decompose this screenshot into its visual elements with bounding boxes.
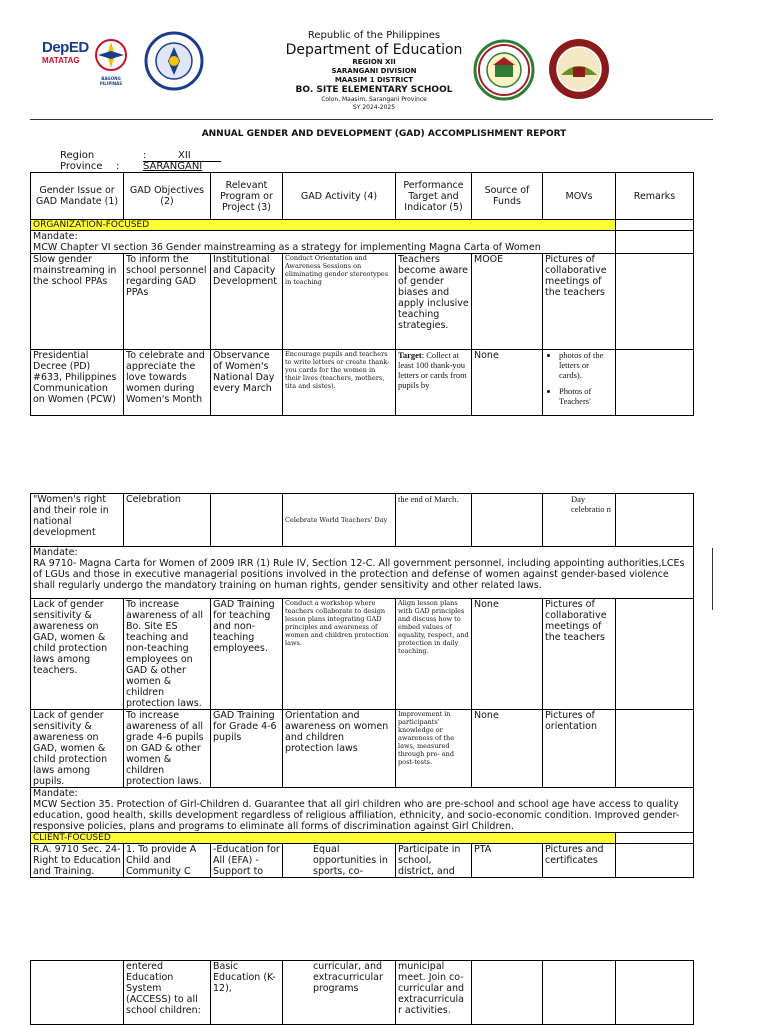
- cell-r1-activity: Conduct Orientation and Awareness Sessions on eliminating gender stereotypes in teaching: [283, 254, 396, 350]
- table-header-row: [31, 173, 694, 220]
- cell-r2-movs: [543, 350, 616, 416]
- cell-r1-remarks: [616, 254, 694, 350]
- cell-r2b-movs: Day celebratio n: [543, 494, 616, 547]
- col-header-activity: GAD Activity (4): [283, 173, 396, 220]
- school-address: Colon, Maasim, Sarangani Province: [321, 96, 427, 103]
- school-year: SY 2024-2025: [352, 104, 396, 111]
- col-header-movs: MOVs: [543, 173, 616, 220]
- cell-r4-movs: Pictures of orientation: [543, 710, 616, 788]
- cell-r4-activity: Orientation and awareness on women and children protection laws: [283, 710, 396, 788]
- mandate-text-1: MCW Chapter VI section 36 Gender mainstreaming as a strategy for implementing Magna Carta of Women: [33, 242, 541, 253]
- header-divider: [30, 119, 713, 120]
- cell-r2-funds: None: [472, 350, 543, 416]
- region-text: REGION XII: [352, 58, 396, 66]
- section-row-client: [31, 833, 694, 844]
- col-header-target: Performance Target and Indicator (5): [396, 173, 472, 220]
- table-row: [31, 599, 694, 710]
- republic-text: Republic of the Philippines: [307, 30, 441, 41]
- cell-r2-program: Observance of Women's National Day every March: [211, 350, 283, 416]
- cell-r3-objectives: To increase awareness of all Bo. Site ES teaching and non-teaching employees on GAD & other women & children protection laws.: [124, 599, 211, 710]
- cell-r5b-objectives: entered Education System (ACCESS) to all school children:: [124, 961, 211, 1025]
- cell-r5-activity: Equal opportunities in sports, co-: [283, 844, 396, 878]
- district-text: MAASIM 1 DISTRICT: [334, 76, 414, 84]
- cell-r2-objectives: To celebrate and appreciate the love towards women during Women's Month: [124, 350, 211, 416]
- cell-r5-issue: R.A. 9710 Sec. 24- Right to Education and Training.: [31, 844, 124, 878]
- cell-r5b-funds: [472, 961, 543, 1025]
- cell-r1-movs: Pictures of collaborative meetings of the teachers: [543, 254, 616, 350]
- cell-r3-target: Align lesson plans with GAD principles and discuss how to embed values of equality, respect, and protection in daily teaching.: [396, 599, 472, 710]
- section-label-client: CLIENT-FOCUSED: [31, 833, 616, 844]
- cell-r2b-activity-text: Celebrate World Teachers' Day: [285, 516, 388, 524]
- cell-r1-funds: MOOE: [472, 254, 543, 350]
- cell-r2-issue: Presidential Decree (PD) #633, Philippines Communication on Women (PCW): [31, 350, 124, 416]
- cell-r5-movs: Pictures and certificates: [543, 844, 616, 878]
- cell-r2-activity: Encourage pupils and teachers to write letters or create thank-you cards for the women in their lives (teachers, mothers, tita and sistes).: [283, 350, 396, 416]
- cell-r5-remarks: [616, 844, 694, 878]
- cell-r3-program: GAD Training for teaching and non-teaching employees.: [211, 599, 283, 710]
- section-row-org: [31, 220, 694, 231]
- region-value: XII: [178, 150, 191, 161]
- cell-r5b-movs: [543, 961, 616, 1025]
- cell-r5b-activity: curricular, and extracurricular programs: [283, 961, 396, 1025]
- cell-r1-objectives: To inform the school personnel regarding GAD PPAs: [124, 254, 211, 350]
- movs-item-1: • photos of the letters or cards).: [559, 350, 613, 380]
- province-label: Province: [60, 161, 103, 172]
- cell-r4-remarks: [616, 710, 694, 788]
- cell-r5b-program: Basic Education (K-12),: [211, 961, 283, 1025]
- province-value: SARANGANI: [143, 161, 203, 172]
- table-row: [31, 710, 694, 788]
- mandate-row-1: [31, 231, 694, 254]
- mandate-row-2: [31, 547, 694, 599]
- mandate-text-2: RA 9710- Magna Carta for Women of 2009 IRR (1) Rule IV, Section 12-C. All government personnel, including appointing authorities,LCEs of LGUs and those in executive managerial positions involved in the protection and defense of women against gender-based violence shall regularly undergo the mandatory training on human rights, gender sensitivity and other related laws.: [33, 558, 685, 591]
- section-client-remarks: [616, 833, 694, 844]
- mandate-cell-1: [31, 231, 616, 254]
- department-text: Department of Education: [285, 42, 463, 58]
- deped-logo-text: DepED: [42, 39, 89, 56]
- mandate-label-1: Mandate:: [33, 231, 78, 242]
- col-header-funds: Source of Funds: [472, 173, 543, 220]
- cell-r2-target: [396, 350, 472, 416]
- region-label: Region: [60, 150, 95, 161]
- margin-mark: [712, 548, 713, 610]
- cell-r4-program: GAD Training for Grade 4-6 pupils: [211, 710, 283, 788]
- table-row: [31, 350, 694, 416]
- cell-r2b-funds: [472, 494, 543, 547]
- cell-r2b-program: [211, 494, 283, 547]
- cell-r3-funds: None: [472, 599, 543, 710]
- gad-report-table: [30, 172, 694, 416]
- gad-report-table-continued: [30, 493, 694, 878]
- table-row: [31, 494, 694, 547]
- cell-r4-funds: None: [472, 710, 543, 788]
- region-colon: :: [143, 150, 147, 161]
- report-title: ANNUAL GENDER AND DEVELOPMENT (GAD) ACCOMPLISHMENT REPORT: [201, 129, 567, 139]
- cell-r2b-remarks: [616, 494, 694, 547]
- cell-r4-target: Improvement in participants' knowledge or awareness of the laws, measured through pre- and post-tests.: [396, 710, 472, 788]
- section-remarks-cell: [616, 220, 694, 231]
- col-header-gender-issue: Gender Issue or GAD Mandate (1): [31, 173, 124, 220]
- cell-r2b-activity: [283, 494, 396, 547]
- gad-report-table-page3: [30, 960, 694, 1025]
- cell-r1-program: Institutional and Capacity Development: [211, 254, 283, 350]
- table-row: [31, 254, 694, 350]
- col-header-remarks: Remarks: [616, 173, 694, 220]
- cell-r5-objectives: 1. To provide A Child and Community C: [124, 844, 211, 878]
- table-row: [31, 961, 694, 1025]
- cell-r5b-target: municipal meet. Join co-curricular and extracurricula r activities.: [396, 961, 472, 1025]
- mandate-remarks-1: [616, 231, 694, 254]
- cell-r2b-target: the end of March.: [396, 494, 472, 547]
- cell-r2b-issue: "Women's right and their role in national development: [31, 494, 124, 547]
- school-name: BO. SITE ELEMENTARY SCHOOL: [295, 85, 453, 95]
- target-label: Target: [398, 350, 422, 360]
- division-text: SARANGANI DIVISION: [331, 67, 417, 75]
- target-text: : Collect at least 100 thank-you letters or cards from pupils by: [398, 350, 467, 390]
- cell-r5-program: -Education for All (EFA) -Support to: [211, 844, 283, 878]
- cell-r3-activity: Conduct a workshop where teachers collaborate to design lesson plans integrating GAD principles and awareness of women and children protection laws.: [283, 599, 396, 710]
- cell-r4-objectives: To increase awareness of all grade 4-6 pupils on GAD & other women & children protection laws.: [124, 710, 211, 788]
- cell-r3-issue: Lack of gender sensitivity & awareness on GAD, women & child protection laws among teachers.: [31, 599, 124, 710]
- cell-r5-funds: PTA: [472, 844, 543, 878]
- mandate-cell-3: [31, 788, 694, 833]
- province-colon: :: [116, 161, 120, 172]
- mandate-label-3: Mandate:: [33, 788, 78, 799]
- cell-r3-remarks: [616, 599, 694, 710]
- cell-r1-target: Teachers become aware of gender biases and apply inclusive teaching strategies.: [396, 254, 472, 350]
- col-header-objectives: GAD Objectives (2): [124, 173, 211, 220]
- table-row: [31, 844, 694, 878]
- matatag-text: MATATAG: [42, 56, 80, 65]
- mandate-cell-2: [31, 547, 694, 599]
- cell-r2-remarks: [616, 350, 694, 416]
- mandate-row-3: [31, 788, 694, 833]
- bagong-pilipinas-text: BAGONG PILIPINAS: [99, 76, 123, 86]
- cell-r5b-remarks: [616, 961, 694, 1025]
- cell-r1-issue: Slow gender mainstreaming in the school PPAs: [31, 254, 124, 350]
- section-label-org: ORGANIZATION-FOCUSED: [31, 220, 616, 231]
- cell-r5-target: Participate in school, district, and: [396, 844, 472, 878]
- mandate-text-3: MCW Section 35. Protection of Girl-Children d. Guarantee that all girl children who are pre-school and school age have access to quality education, good health, skills development regardless of religious affiliation, ethnicity, and socio-economic condition. Improved gender-responsive policies, plans and programs to eliminate all forms of discrimination against Girl Children.: [33, 799, 680, 832]
- cell-r2b-objectives: Celebration: [124, 494, 211, 547]
- mandate-label-2: Mandate:: [33, 547, 78, 558]
- cell-r4-issue: Lack of gender sensitivity & awareness on GAD, women & child protection laws among pupils.: [31, 710, 124, 788]
- col-header-program: Relevant Program or Project (3): [211, 173, 283, 220]
- cell-r5b-issue: [31, 961, 124, 1025]
- document-header: [0, 30, 758, 112]
- movs-item-2: • Photos of Teachers': [559, 386, 613, 406]
- cell-r3-movs: Pictures of collaborative meetings of the teachers: [543, 599, 616, 710]
